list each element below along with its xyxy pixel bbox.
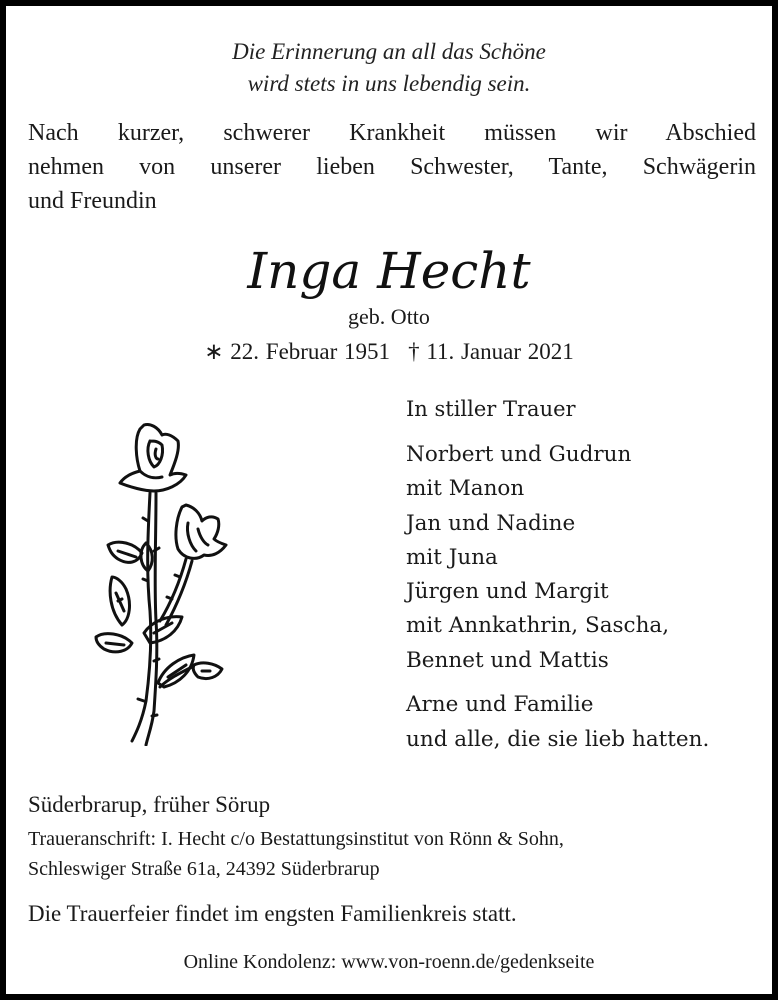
mourners-list — [406, 394, 766, 757]
ceremony-note: Die Trauerfeier findet im engsten Familienkreis statt. — [28, 901, 517, 926]
memorial-motto — [6, 36, 772, 100]
intro-text — [28, 116, 756, 218]
rose-illustration-icon — [88, 411, 238, 746]
place-of-residence: Süderbrarup, früher Sörup — [28, 792, 271, 817]
motto-line-1: Die Erinnerung an all das Schöne — [232, 39, 546, 64]
obituary-notice — [6, 6, 772, 994]
mourner-line: Jan und Nadine — [406, 510, 576, 536]
mourning-address — [28, 824, 768, 884]
mourner-line: mit Manon — [406, 476, 525, 502]
family-members — [406, 438, 766, 678]
online-condolence-link[interactable]: Online Kondolenz: www.von-roenn.de/gedenkseite — [183, 951, 595, 973]
deceased-name: Inga Hecht — [247, 242, 531, 300]
address-line-1: Traueranschrift: I. Hecht c/o Bestattungsinstitut von Rönn & Sohn, — [28, 828, 564, 850]
birth-date: ∗ 22. Februar 1951 — [204, 339, 391, 364]
death-date: † 11. Januar 2021 — [408, 339, 574, 364]
intro-line-1: Nach kurzer, schwerer Krankheit müssen wir Abschied — [28, 120, 756, 146]
other-mourners — [406, 688, 766, 757]
mourner-line: mit Juna — [406, 544, 498, 570]
mourner-line: mit Annkathrin, Sascha, — [406, 613, 670, 639]
mourner-line: Arne und Familie — [406, 692, 594, 718]
maiden-name: geb. Otto — [348, 304, 430, 329]
life-dates — [6, 337, 772, 367]
intro-line-3: und Freundin — [28, 188, 157, 214]
intro-line-2: nehmen von unserer lieben Schwester, Tante, Schwägerin — [28, 154, 756, 180]
mourning-lead: In stiller Trauer — [406, 397, 576, 421]
mourner-line: Bennet und Mattis — [406, 647, 609, 673]
address-line-2: Schleswiger Straße 61a, 24392 Süderbrarup — [28, 858, 380, 880]
mourner-line: Jürgen und Margit — [406, 579, 609, 605]
motto-line-2: wird stets in uns lebendig sein. — [247, 71, 531, 96]
mourner-line: Norbert und Gudrun — [406, 442, 632, 467]
mourner-line: und alle, die sie lieb hatten. — [406, 726, 710, 752]
